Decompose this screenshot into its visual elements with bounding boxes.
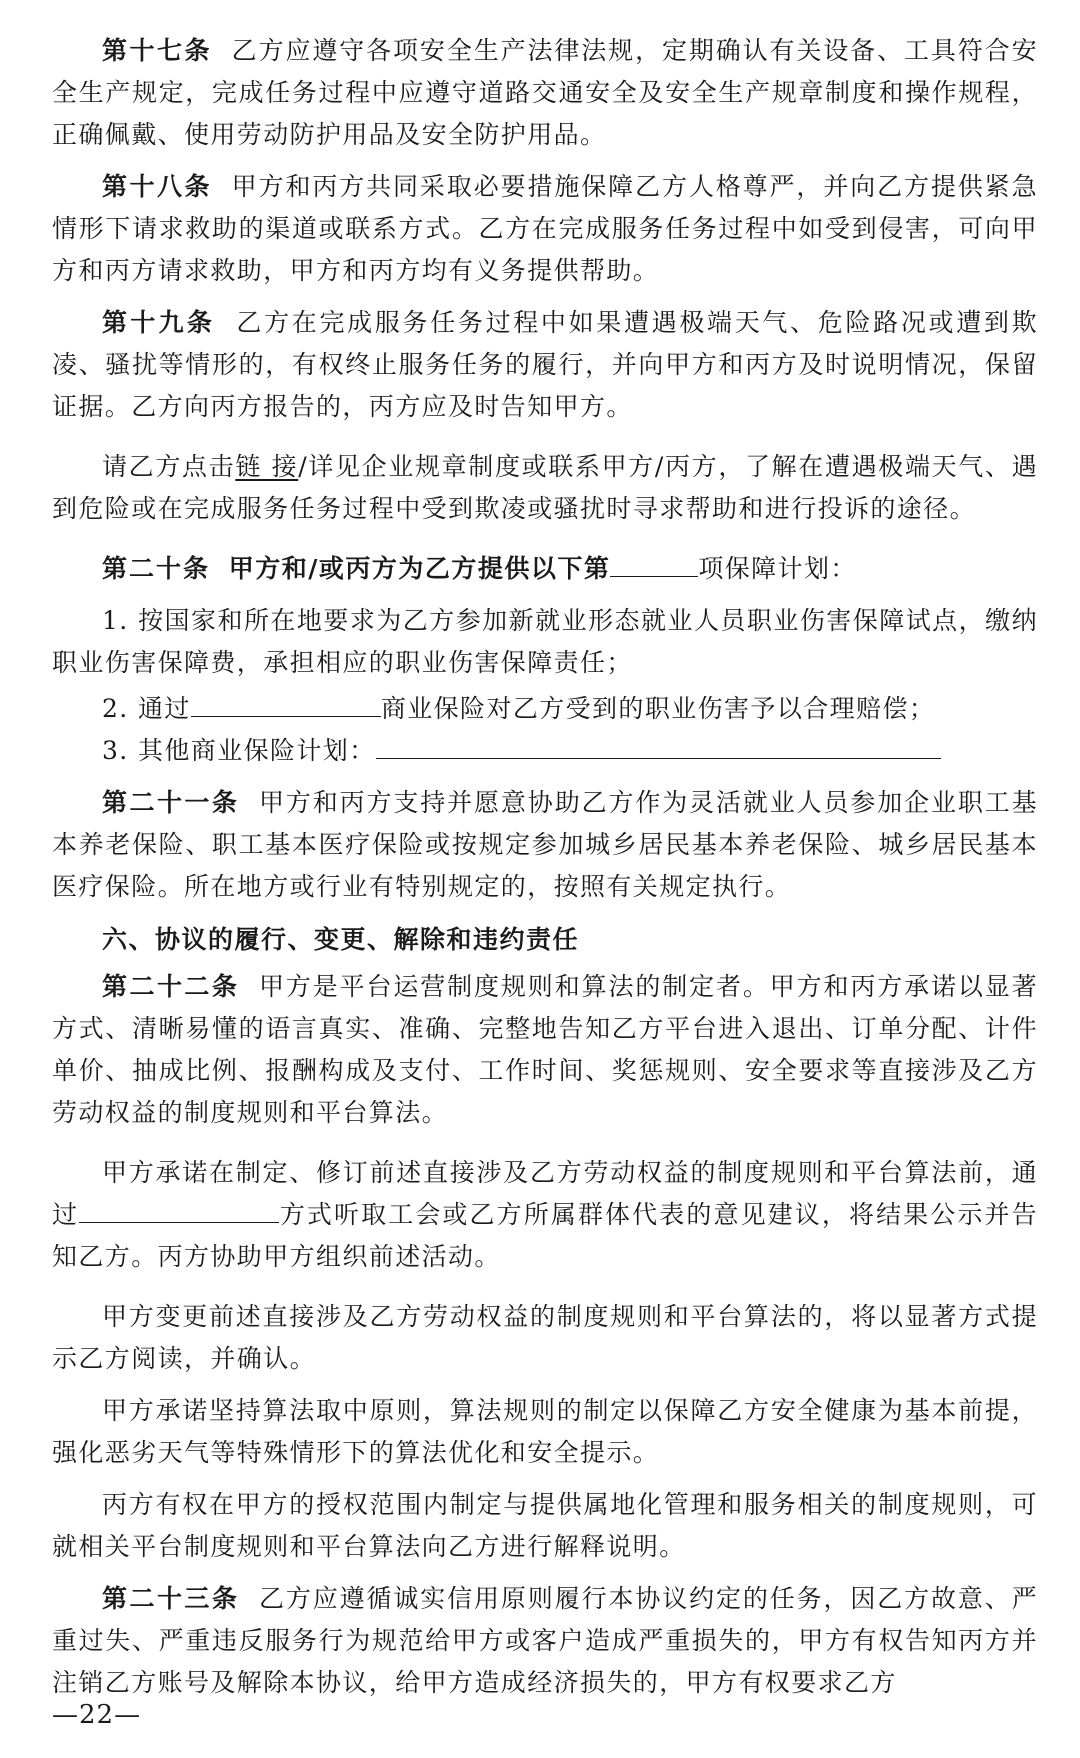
article-20-item-2 [52, 688, 1038, 730]
article-19-note [52, 446, 1038, 530]
article-22 [52, 966, 1038, 1134]
help-link[interactable]: 链 接 [235, 452, 299, 481]
article-21 [52, 782, 1038, 908]
item-2-after: 商业保险对乙方受到的职业伤害予以合理赔偿； [380, 694, 936, 723]
article-title: 第十八条 [102, 172, 212, 201]
document-page [52, 30, 1038, 1714]
article-title: 第二十三条 [102, 1584, 240, 1613]
article-text: 甲方和丙方共同采取必要措施保障乙方人格尊严，并向乙方提供紧急情形下请求救助的渠道或联系方式。乙方在完成服务任务过程中如受到侵害，可向甲方和丙方请求救助，甲方和丙方均有义务提供帮助。 [52, 172, 1038, 285]
article-22-para-3: 甲方变更前述直接涉及乙方劳动权益的制度规则和平台算法的，将以显著方式提示乙方阅读，并确认。 [52, 1302, 1038, 1373]
item-2-before: 2. 通过 [102, 694, 191, 723]
note-suffix: /详见企业规章制度或联系甲方/丙方，了解在遭遇极端天气、遇到危险或在完成服务任务过程中受到欺凌或骚扰时寻求帮助和进行投诉的途径。 [52, 452, 1038, 523]
article-20 [52, 548, 1038, 590]
article-text: 甲方和丙方支持并愿意协助乙方作为灵活就业人员参加企业职工基本养老保险、职工基本医疗保险或按规定参加城乡居民基本养老保险、城乡居民基本医疗保险。所在地方或行业有特别规定的，按照有关规定执行。 [52, 788, 1038, 901]
item-3-label: 3. 其他商业保险计划： [102, 736, 376, 765]
article-text: 甲方是平台运营制度规则和算法的制定者。甲方和丙方承诺以显著方式、清晰易懂的语言真实、准确、完整地告知乙方平台进入退出、订单分配、计件单价、抽成比例、报酬构成及支付、工作时间、奖惩规则、安全要求等直接涉及乙方劳动权益的制度规则和平台算法。 [52, 972, 1038, 1127]
article-19 [52, 302, 1038, 428]
article-text: 乙方应遵循诚实信用原则履行本协议约定的任务，因乙方故意、严重过失、严重违反服务行为规范给甲方或客户造成严重损失的，甲方有权告知丙方并注销乙方账号及解除本协议，给甲方造成经济损失的，甲方有权要求乙方 [52, 1584, 1038, 1697]
article-20-item-1: 1. 按国家和所在地要求为乙方参加新就业形态就业人员职业伤害保障试点，缴纳职业伤害保障费，承担相应的职业伤害保障责任； [52, 606, 1038, 677]
plan-number-blank[interactable] [610, 550, 698, 577]
article-title: 第十七条 [102, 36, 212, 65]
page-number: —22— [52, 1700, 142, 1730]
article-22-para-5: 丙方有权在甲方的授权范围内制定与提供属地化管理和服务相关的制度规则，可就相关平台制度规则和平台算法向乙方进行解释说明。 [52, 1490, 1038, 1561]
article-text: 乙方应遵守各项安全生产法律法规，定期确认有关设备、工具符合安全生产规定，完成任务过程中应遵守道路交通安全及安全生产规章制度和操作规程，正确佩戴、使用劳动防护用品及安全防护用品。 [52, 36, 1038, 149]
insurance-name-blank[interactable] [191, 690, 381, 717]
article-23 [52, 1578, 1038, 1704]
article-22-para-4: 甲方承诺坚持算法取中原则，算法规则的制定以保障乙方安全健康为基本前提，强化恶劣天气等特殊情形下的算法优化和安全提示。 [52, 1396, 1038, 1467]
article-22-para-2 [52, 1152, 1038, 1278]
article-17 [52, 30, 1038, 156]
other-insurance-blank[interactable] [376, 732, 941, 759]
para-2-before: 甲方承诺在制定、修订前述直接涉及乙方劳动权益的制度规则和平台算法前，通过 [52, 1158, 1038, 1229]
article-20-item-3 [52, 730, 1038, 772]
article-text-before: 甲方和/或丙方为乙方提供以下第 [228, 554, 611, 583]
article-title: 第二十二条 [102, 972, 240, 1001]
article-text: 乙方在完成服务任务过程中如果遭遇极端天气、危险路况或遭到欺凌、骚扰等情形的，有权终止服务任务的履行，并向甲方和丙方及时说明情况，保留证据。乙方向丙方报告的，丙方应及时告知甲方。 [52, 308, 1038, 421]
para-2-after: 方式听取工会或乙方所属群体代表的意见建议，将结果公示并告知乙方。丙方协助甲方组织前述活动。 [52, 1200, 1038, 1271]
article-title: 第十九条 [102, 308, 216, 337]
article-title: 第二十条 [102, 554, 211, 583]
section-heading: 六、协议的履行、变更、解除和违约责任 [102, 925, 580, 954]
method-blank[interactable] [79, 1196, 279, 1223]
article-text-after: 项保障计划： [698, 554, 857, 583]
article-18 [52, 166, 1038, 292]
article-title: 第二十一条 [102, 788, 240, 817]
note-prefix: 请乙方点击 [102, 452, 236, 481]
